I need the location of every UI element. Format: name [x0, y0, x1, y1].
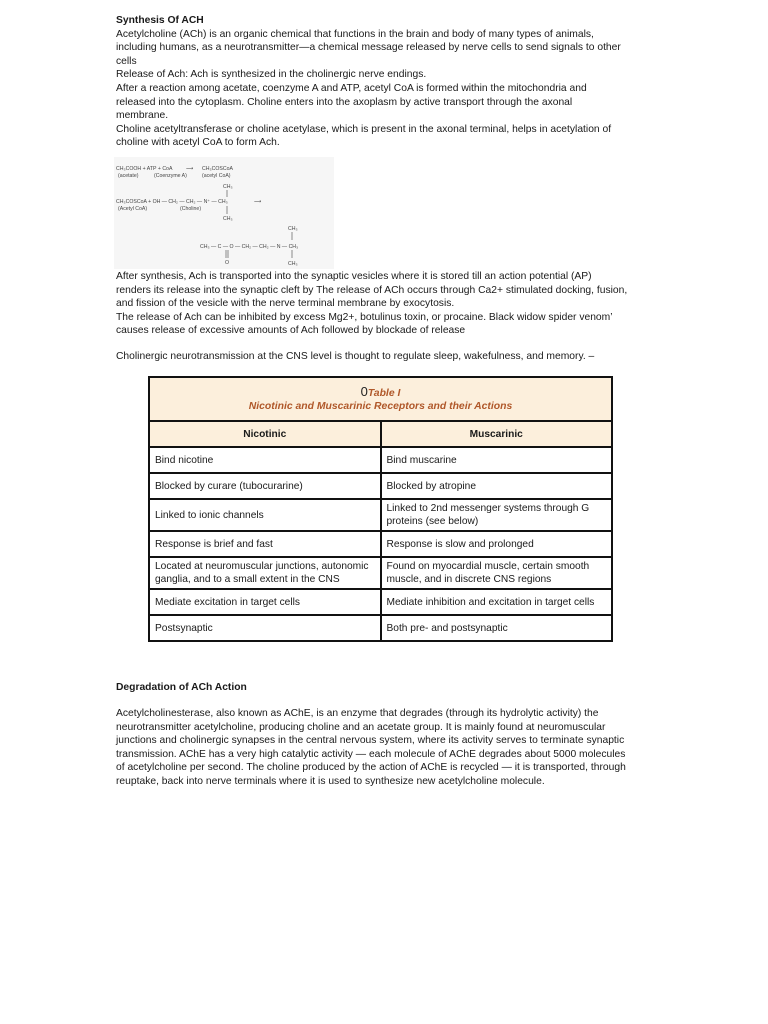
synthesis-line: released into the cytoplasm. Choline enters into the axoplasm by active transport through the axonal: [116, 96, 573, 108]
table-row: [149, 615, 612, 641]
synthesis-line: After a reaction among acetate, coenzyme A and ATP, acetyl CoA is formed within the mitochondria and: [116, 82, 587, 94]
degradation-line: transmission. AChE has a very high catalytic activity — each molecule of AChE degrades about 5000 molecules: [116, 748, 626, 760]
table-row: [149, 589, 612, 615]
degradation-line: junctions and cholinergic synapses in the central nervous system, where its activity serves to terminate synaptic: [116, 735, 625, 747]
synthesis-heading: Synthesis Of ACH: [116, 15, 204, 26]
reaction-1-arrow: ⟶: [186, 166, 194, 172]
table-row: [149, 473, 612, 499]
ach-carbonyl-oxygen: O: [225, 260, 230, 266]
nicotinic-cell: Linked to ionic channels: [149, 499, 381, 531]
synthesis-line: including humans, as a neurotransmitter—a chemical message released by nerve cells to send signals to other: [116, 42, 621, 54]
synthesis-line: cells: [116, 55, 137, 67]
muscarinic-cell: Bind muscarine: [381, 447, 613, 473]
nicotinic-cell: Blocked by curare (tubocurarine): [149, 473, 381, 499]
muscarinic-cell: Both pre- and postsynaptic: [381, 615, 613, 641]
acetylcholine-synthesis-reaction-figure: [114, 157, 334, 269]
nicotinic-cell: Mediate excitation in target cells: [149, 589, 381, 615]
cns-line: Cholinergic neurotransmission at the CNS level is thought to regulate sleep, wakefulness, and memory. –: [116, 351, 595, 362]
synthesis-line: membrane.: [116, 110, 169, 122]
reaction-1-label-acetylcoa: (acetyl CoA): [202, 173, 231, 179]
nicotinic-cell: Bind nicotine: [149, 447, 381, 473]
ach-methyl-top: CH₃: [288, 226, 298, 232]
muscarinic-cell: Found on myocardial muscle, certain smooth muscle, and in discrete CNS regions: [381, 557, 613, 589]
header-muscarinic: Muscarinic: [381, 421, 613, 447]
synthesis-line: Acetylcholine (ACh) is an organic chemical that functions in the brain and body of many types of animals,: [116, 28, 594, 40]
nicotinic-cell: Response is brief and fast: [149, 531, 381, 557]
muscarinic-cell: Blocked by atropine: [381, 473, 613, 499]
release-line: and fission of the vesicle with the nerve terminal membrane by exocytosis.: [116, 298, 455, 310]
reaction-2-label-acetylcoa: (Acetyl CoA): [118, 206, 148, 212]
reaction-1-product: CH₃COSCoA: [202, 166, 233, 172]
table-caption: [149, 377, 612, 421]
table-row: [149, 499, 612, 531]
table-header-row: [149, 421, 612, 447]
header-nicotinic: Nicotinic: [149, 421, 381, 447]
release-line: After synthesis, Ach is transported into the synaptic vesicles where it is stored till an action potential (AP): [116, 271, 592, 282]
release-line: renders its release into the synaptic cleft by The release of ACh occurs through Ca2+ stimulated docking, fusion,: [116, 284, 628, 296]
receptor-table: [148, 376, 613, 642]
reaction-2-arrow: ⟶: [254, 199, 262, 205]
release-line: The release of Ach can be inhibited by excess Mg2+, botulinus toxin, or procaine. Black widow spider venom’: [116, 311, 613, 323]
nicotinic-cell: Postsynaptic: [149, 615, 381, 641]
degradation-heading-block: [116, 681, 646, 695]
table-caption-label: Table I: [367, 388, 401, 399]
degradation-line: reuptake, back into nerve terminals where it is used to synthesize new acetylcholine molecule.: [116, 775, 545, 787]
degradation-heading: Degradation of ACh Action: [116, 682, 247, 693]
table-caption-title: Nicotinic and Muscarinic Receptors and their Actions: [248, 401, 513, 412]
release-section: [116, 270, 656, 338]
release-line: causes release of excessive amounts of Ach followed by blockade of release: [116, 325, 466, 337]
table-row: [149, 531, 612, 557]
nicotinic-cell: Located at neuromuscular junctions, autonomic ganglia, and to a small extent in the CNS: [149, 557, 381, 589]
acetylcholine-structure: CH₃ — C — O — CH₂ — CH₂ — N — CH₃: [200, 244, 299, 250]
muscarinic-cell: Mediate inhibition and excitation in target cells: [381, 589, 613, 615]
degradation-line: of acetylcholine per second. The choline produced by the action of AChE is recycled — it is transported, through: [116, 762, 626, 774]
muscarinic-cell: Linked to 2nd messenger systems through G proteins (see below): [381, 499, 613, 531]
reaction-2-label-choline: (Choline): [180, 206, 202, 212]
table-caption-row: [149, 377, 612, 421]
choline-methyl-bottom: CH₃: [223, 216, 233, 222]
synthesis-line: Choline acetyltransferase or choline acetylase, which is present in the axonal terminal, helps in acetylation of: [116, 123, 612, 135]
reaction-1-label-acetate: (acetate): [118, 173, 139, 179]
reaction-2-reactants: CH₃COSCoA + OH — CH₂ — CH₂ — N⁺ — CH₃: [116, 199, 228, 205]
degradation-line: Acetylcholinesterase, also known as AChE, is an enzyme that degrades (through its hydrolytic activity) the: [116, 708, 599, 719]
synthesis-line: choline with acetyl CoA to form Ach.: [116, 137, 280, 149]
synthesis-line: Release of Ach: Ach is synthesized in the cholinergic nerve endings.: [116, 69, 427, 81]
table-row: [149, 447, 612, 473]
muscarinic-cell: Response is slow and prolonged: [381, 531, 613, 557]
degradation-section: [116, 707, 656, 789]
reaction-1-reactants: CH₃COOH + ATP + CoA: [116, 166, 173, 172]
degradation-line: neurotransmitter acetylcholine, producing choline and an acetate group. It is mainly found at neuromuscular: [116, 721, 606, 733]
reaction-1-label-coenzyme: (Coenzyme A): [154, 173, 187, 179]
ach-methyl-bottom: CH₃: [288, 261, 298, 267]
table-row: [149, 557, 612, 589]
choline-methyl-top: CH₃: [223, 184, 233, 190]
table-caption-number: 0: [360, 384, 368, 399]
synthesis-section: [116, 14, 646, 150]
cns-paragraph: [116, 350, 646, 364]
